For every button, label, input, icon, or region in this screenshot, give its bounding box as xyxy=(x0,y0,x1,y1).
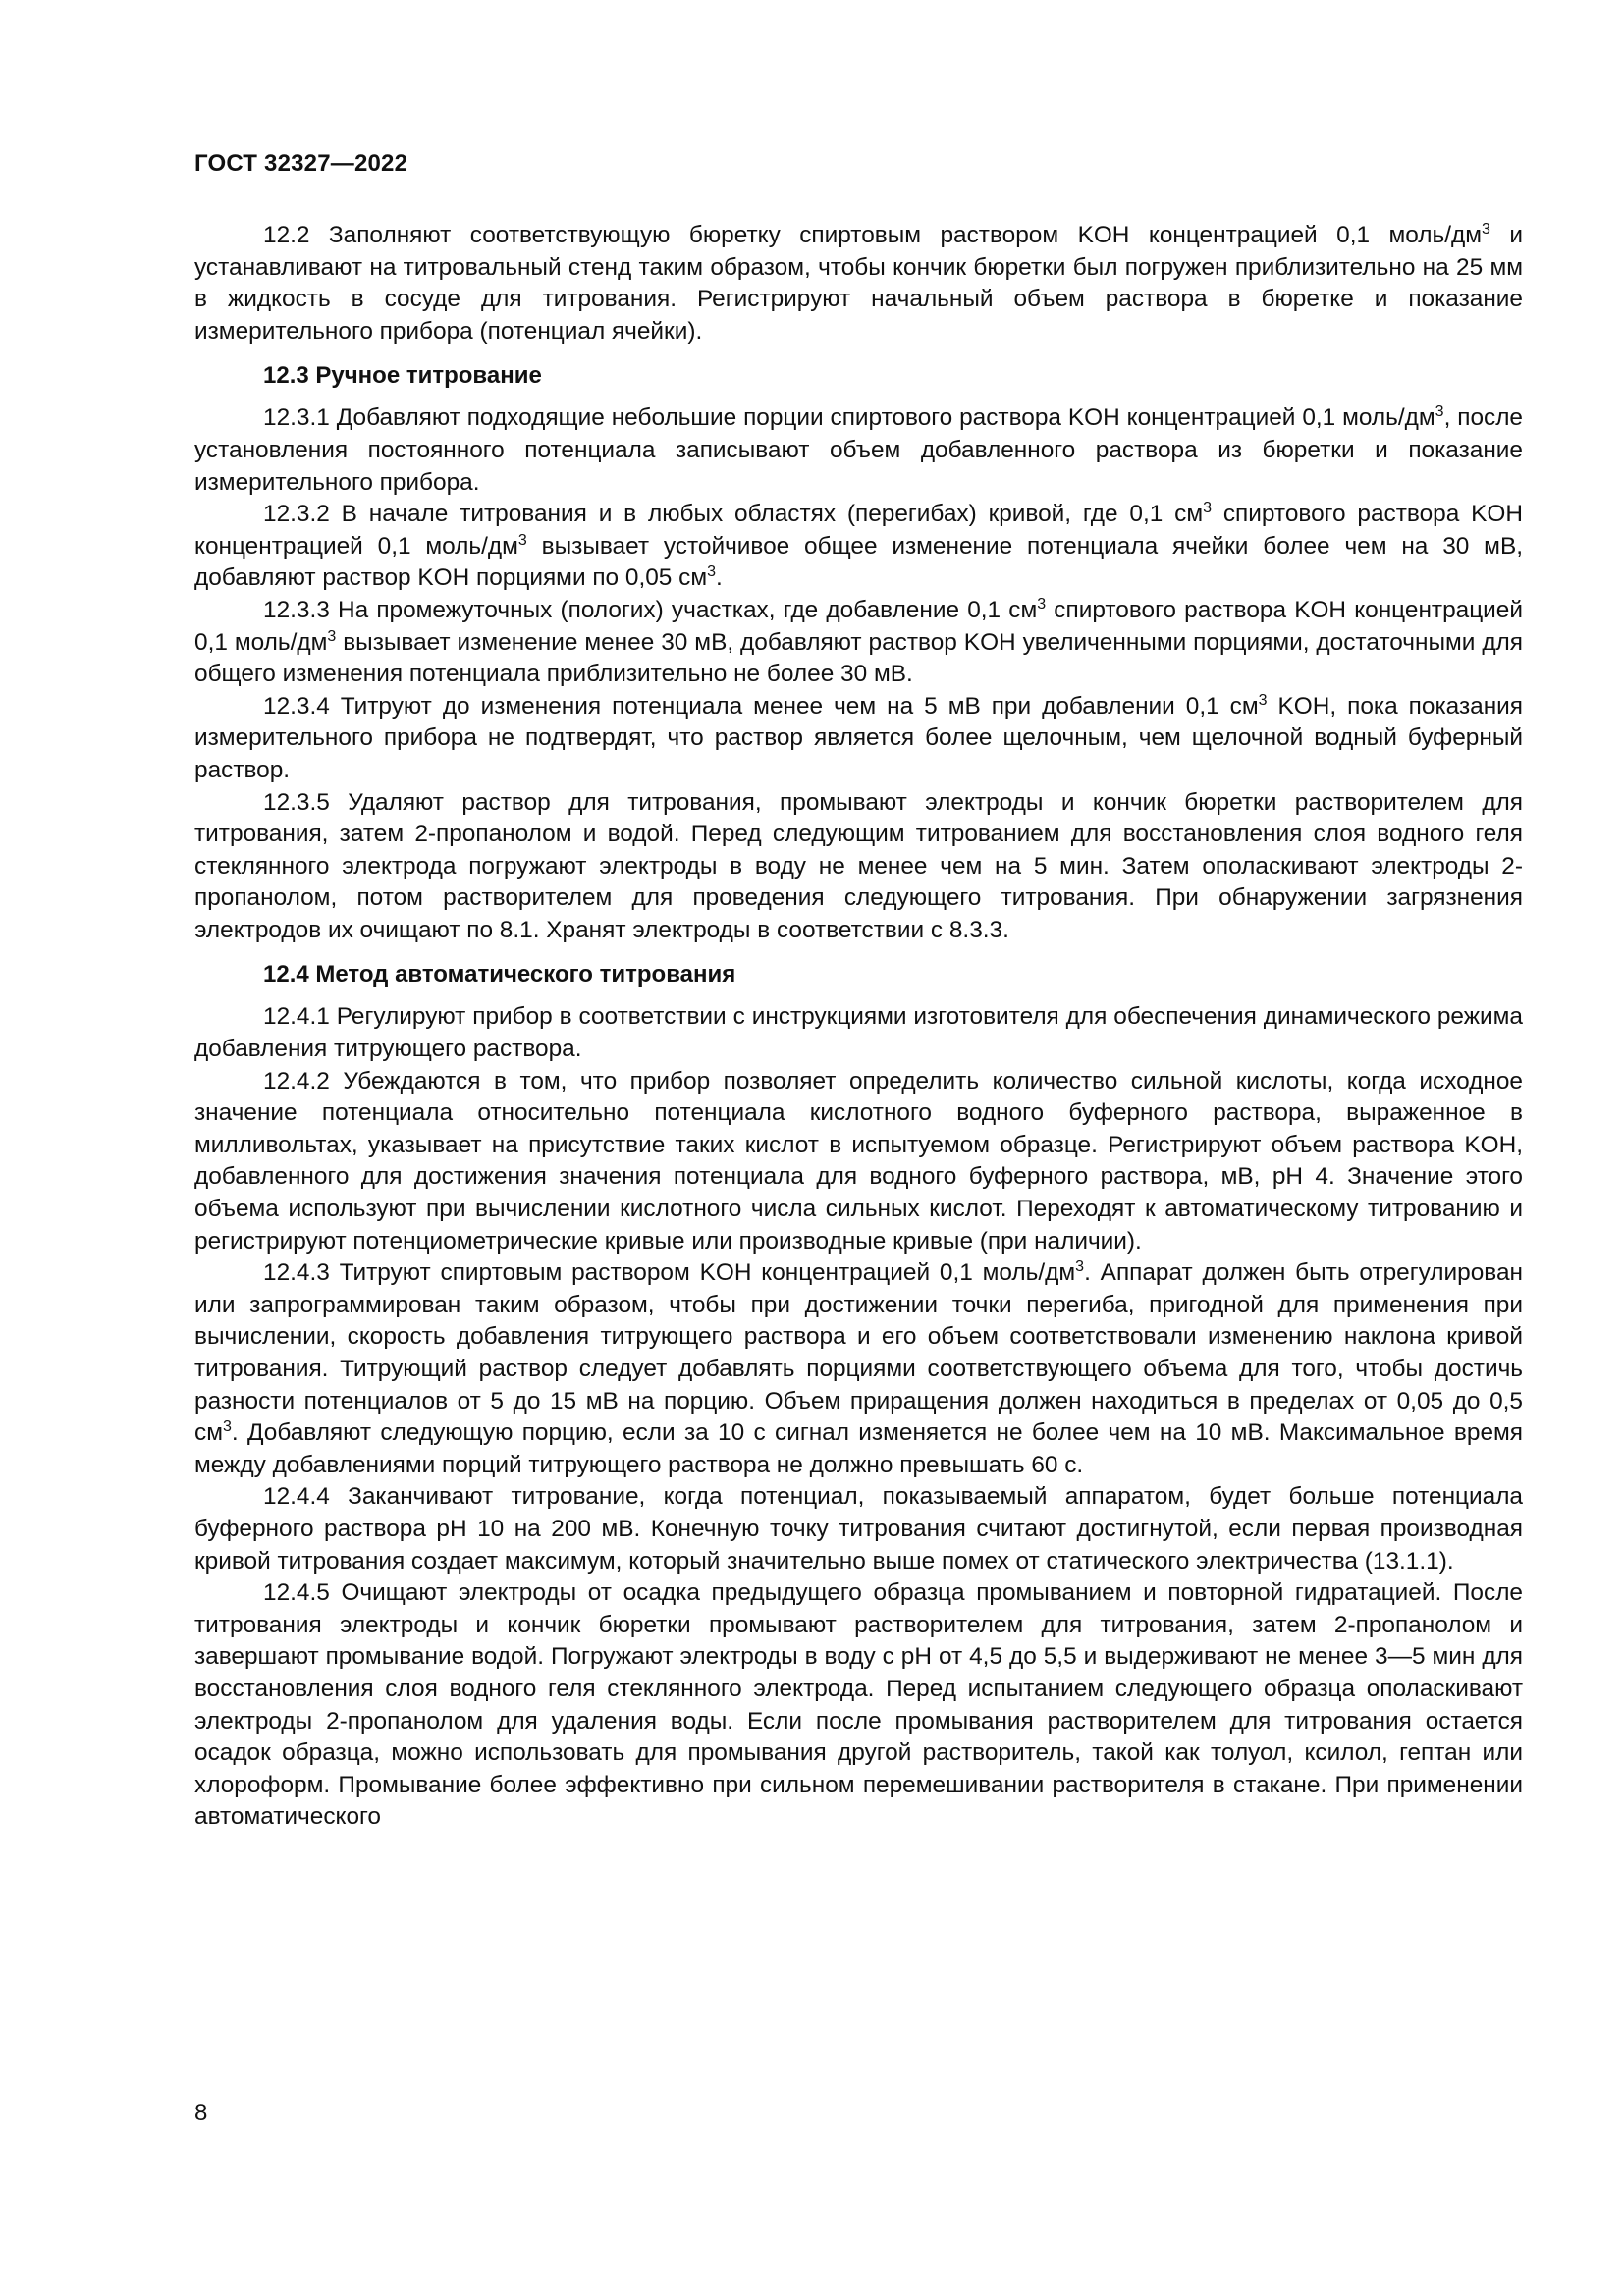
paragraph-12-2 xyxy=(194,220,1523,347)
text-segment: 12.3.3 На промежуточных (пологих) участках, где добавление 0,1 см xyxy=(263,596,1038,623)
text-segment: 12.3.4 Титруют до изменения потенциала менее чем на 5 мВ при добавлении 0,1 см xyxy=(263,692,1259,720)
text-segment: вызывает изменение менее 30 мВ, добавляют раствор KOH увеличенными порциями, достаточными для общего изменения потенциала приблизительно не более 30 мВ. xyxy=(194,628,1523,688)
paragraph-12-4-5: 12.4.5 Очищают электроды от осадка предыдущего образца промыванием и повторной гидратацией. После титрования электроды и кончик бюретки промывают растворителем для титрования, затем 2-пропанолом и завершают промывание водой. Погружают электроды в воду с pH от 4,5 до 5,5 и выдерживают не менее 3—5 мин для восстановления слоя водного геля стеклянного электрода. Перед испытанием следующего образца ополаскивают электроды 2-пропанолом для удаления воды. Если после промывания растворителем для титрования остается осадок образца, можно использовать для промывания другой растворитель, такой как толуол, ксилол, гептан или хлороформ. Промывание более эффективно при сильном перемешивании растворителя в стакане. При применении автоматического xyxy=(194,1579,1523,1831)
superscript: 3 xyxy=(1258,691,1268,709)
paragraph-12-4-3 xyxy=(194,1257,1523,1481)
document-body xyxy=(194,220,1523,1834)
superscript: 3 xyxy=(1203,500,1213,517)
standard-designation: ГОСТ 32327—2022 xyxy=(194,150,408,177)
superscript: 3 xyxy=(222,1418,232,1436)
text-segment: и устанавливают на титровальный стенд таким образом, чтобы кончик бюретки был погружен приблизительно на 25 мм в жидкость в сосуде для титрования. Регистрируют начальный объем раствора в бюретке и показание измерительного прибора (потенциал ячейки). xyxy=(194,222,1524,345)
text-segment: . Аппарат должен быть отрегулирован или запрограммирован таким образом, чтобы при достижении точки перегиба, пригодной для применения при вычислении, скорость добавления титрующего раствора и его объем соответствовали изменению наклона кривой титрования. Титрующий раствор следует добавлять порциями соответствующего объема для того, чтобы достичь разности потенциалов от 5 до 15 мВ на порцию. Объем приращения должен находиться в пределах от 0,05 до 0,5 см xyxy=(194,1259,1523,1447)
paragraph-12-3-4 xyxy=(194,691,1523,787)
text-segment: . Добавляют следующую порцию, если за 10 с сигнал изменяется не более чем на 10 мВ. Максимальное время между добавлениями порций титрующего раствора не должно превышать 60 с. xyxy=(194,1419,1523,1478)
paragraph-12-4-4: 12.4.4 Заканчивают титрование, когда потенциал, показываемый аппаратом, будет больше потенциала буферного раствора pH 10 на 200 мВ. Конечную точку титрования считают достигнутой, если первая производная кривой титрования создает максимум, который значительно выше помех от статического электричества (13.1.1). xyxy=(194,1483,1523,1575)
text-segment: , после установления постоянного потенциала записывают объем добавленного раствора из бюретки и показание измерительного прибора. xyxy=(194,404,1524,496)
paragraph-12-3-3 xyxy=(194,595,1523,691)
paragraph-12-4-1: 12.4.1 Регулируют прибор в соответствии с инструкциями изготовителя для обеспечения динамического режима добавления титрующего раствора. xyxy=(194,1003,1523,1063)
text-segment: 12.4.3 Титруют спиртовым раствором KOH концентрацией 0,1 моль/дм xyxy=(263,1259,1076,1287)
superscript: 3 xyxy=(1075,1258,1085,1276)
superscript: 3 xyxy=(707,563,717,581)
superscript: 3 xyxy=(327,627,337,645)
superscript: 3 xyxy=(1435,403,1444,421)
paragraph-12-3-5: 12.3.5 Удаляют раствор для титрования, промывают электроды и кончик бюретки растворителем для титрования, затем 2-пропанолом и водой. Перед следующим титрованием для восстановления слоя водного геля стеклянного электрода погружают электроды в воду не менее чем на 5 мин. Затем ополаскивают электроды 2-пропанолом, потом растворителем для проведения следующего титрования. При обнаружении загрязнения электродов их очищают по 8.1. Хранят электроды в соответствии с 8.3.3. xyxy=(194,788,1523,943)
paragraph-12-3-2 xyxy=(194,499,1523,595)
heading-12-3: 12.3 Ручное титрование xyxy=(263,362,542,390)
heading-12-4: 12.4 Метод автоматического титрования xyxy=(263,961,736,988)
text-segment: спиртового раствора KOH концентрацией 0,1 моль/дм xyxy=(194,501,1523,560)
text-segment: 12.2 Заполняют соответствующую бюретку спиртовым раствором KOH концентрацией 0,1 моль/дм xyxy=(263,222,1483,248)
text-segment: 12.3.1 Добавляют подходящие небольшие порции спиртового раствора KOH концентрацией 0,1 моль/дм xyxy=(263,404,1435,432)
superscript: 3 xyxy=(1482,221,1490,238)
superscript: 3 xyxy=(1037,595,1047,613)
page-number: 8 xyxy=(194,2100,208,2126)
text-segment: 12.3.2 В начале титрования и в любых областях (перегибах) кривой, где 0,1 см xyxy=(263,501,1204,528)
text-segment: спиртового раствора KOH концентрацией 0,1 моль/дм xyxy=(194,596,1523,656)
text-segment: вызывает устойчивое общее изменение потенциала ячейки более чем на 30 мВ, добавляют раствор KOH порциями по 0,05 см xyxy=(194,532,1523,592)
text-segment: . xyxy=(716,564,723,592)
paragraph-12-4-2: 12.4.2 Убеждаются в том, что прибор позволяет определить количество сильной кислоты, когда исходное значение потенциала относительно потенциала кислотного водного буферного раствора, выраженное в милливольтах, указывает на присутствие таких кислот в испытуемом образце. Регистрируют объем раствора KOH, добавленного для достижения значения потенциала для водного буферного раствора, мВ, pH 4. Значение этого объема используют при вычислении кислотного числа сильных кислот. Переходят к автоматическому титрованию и регистрируют потенциометрические кривые или производные кривые (при наличии). xyxy=(194,1067,1523,1255)
text-segment: KOH, пока показания измерительного прибора не подтвердят, что раствор является более щелочным, чем щелочной водный буферный раствор. xyxy=(194,692,1524,783)
paragraph-12-3-1 xyxy=(194,402,1523,499)
superscript: 3 xyxy=(517,531,527,549)
